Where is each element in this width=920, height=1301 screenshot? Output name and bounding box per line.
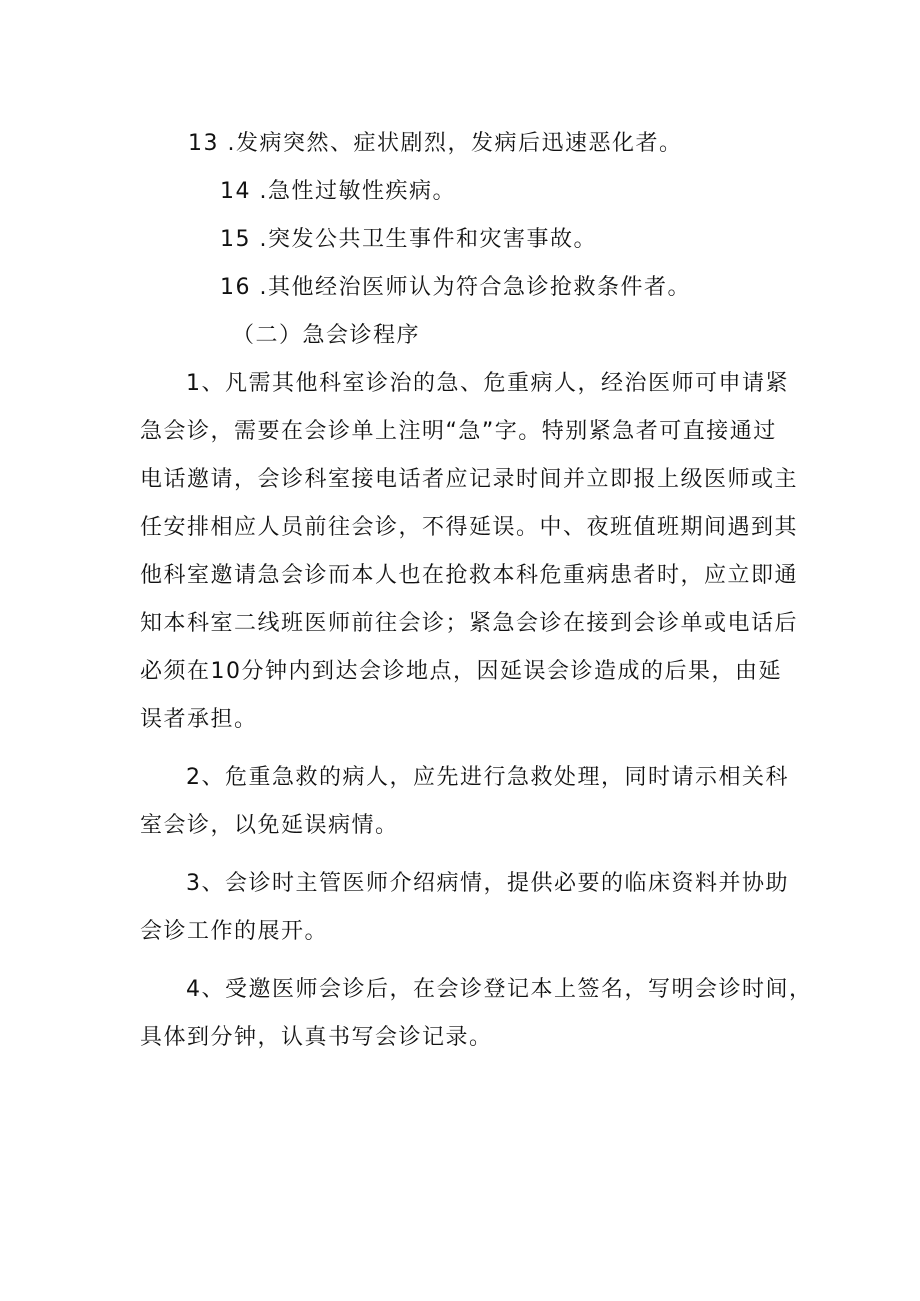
paragraph-gap <box>140 744 790 754</box>
paragraph-line: 必须在10分钟内到达会诊地点，因延误会诊造成的后果，由延 <box>140 659 782 684</box>
list-item-16: 16 .其他经治医师认为符合急诊抢救条件者。 <box>220 275 691 300</box>
list-item-15: 15 .突发公共卫生事件和灾害事故。 <box>220 227 597 252</box>
paragraph-gap <box>140 956 790 966</box>
list-item-14: 14 .急性过敏性疾病。 <box>220 179 456 204</box>
paragraph-line: 室会诊，以免延误病情。 <box>140 813 399 838</box>
paragraph-4 <box>140 966 813 1062</box>
paragraph-line: 误者承担。 <box>140 707 258 732</box>
paragraph-gap <box>140 850 790 860</box>
paragraph-line: 1、凡需其他科室诊治的急、危重病人，经治医师可申请紧 <box>186 371 789 396</box>
paragraph-3 <box>140 860 790 956</box>
list-item-13: 13 .发病突然、症状剧烈，发病后迅速恶化者。 <box>188 131 683 156</box>
paragraph-2 <box>140 754 790 850</box>
paragraph-line: 会诊工作的展开。 <box>140 919 329 944</box>
document-body <box>140 120 813 1062</box>
paragraph-line: 4、受邀医师会诊后，在会诊登记本上签名，写明会诊时间， <box>186 977 813 1002</box>
paragraph-line: 急会诊，需要在会诊单上注明“急”字。特别紧急者可直接通过 <box>140 419 777 444</box>
paragraph-line: 2、危重急救的病人，应先进行急救处理，同时请示相关科 <box>186 765 789 790</box>
paragraph-1 <box>140 360 799 744</box>
paragraph-line: 知本科室二线班医师前往会诊；紧急会诊在接到会诊单或电话后 <box>140 611 799 636</box>
paragraph-line: 他科室邀请急会诊而本人也在抢救本科危重病患者时，应立即通 <box>140 563 799 588</box>
section-heading: （二）急会诊程序 <box>232 323 421 348</box>
paragraph-line: 具体到分钟，认真书写会诊记录。 <box>140 1025 493 1050</box>
paragraph-line: 任安排相应人员前往会诊，不得延误。中、夜班值班期间遇到其 <box>140 515 799 540</box>
paragraph-line: 电话邀请，会诊科室接电话者应记录时间并立即报上级医师或主 <box>140 467 799 492</box>
paragraph-line: 3、会诊时主管医师介绍病情，提供必要的临床资料并协助 <box>186 871 789 896</box>
